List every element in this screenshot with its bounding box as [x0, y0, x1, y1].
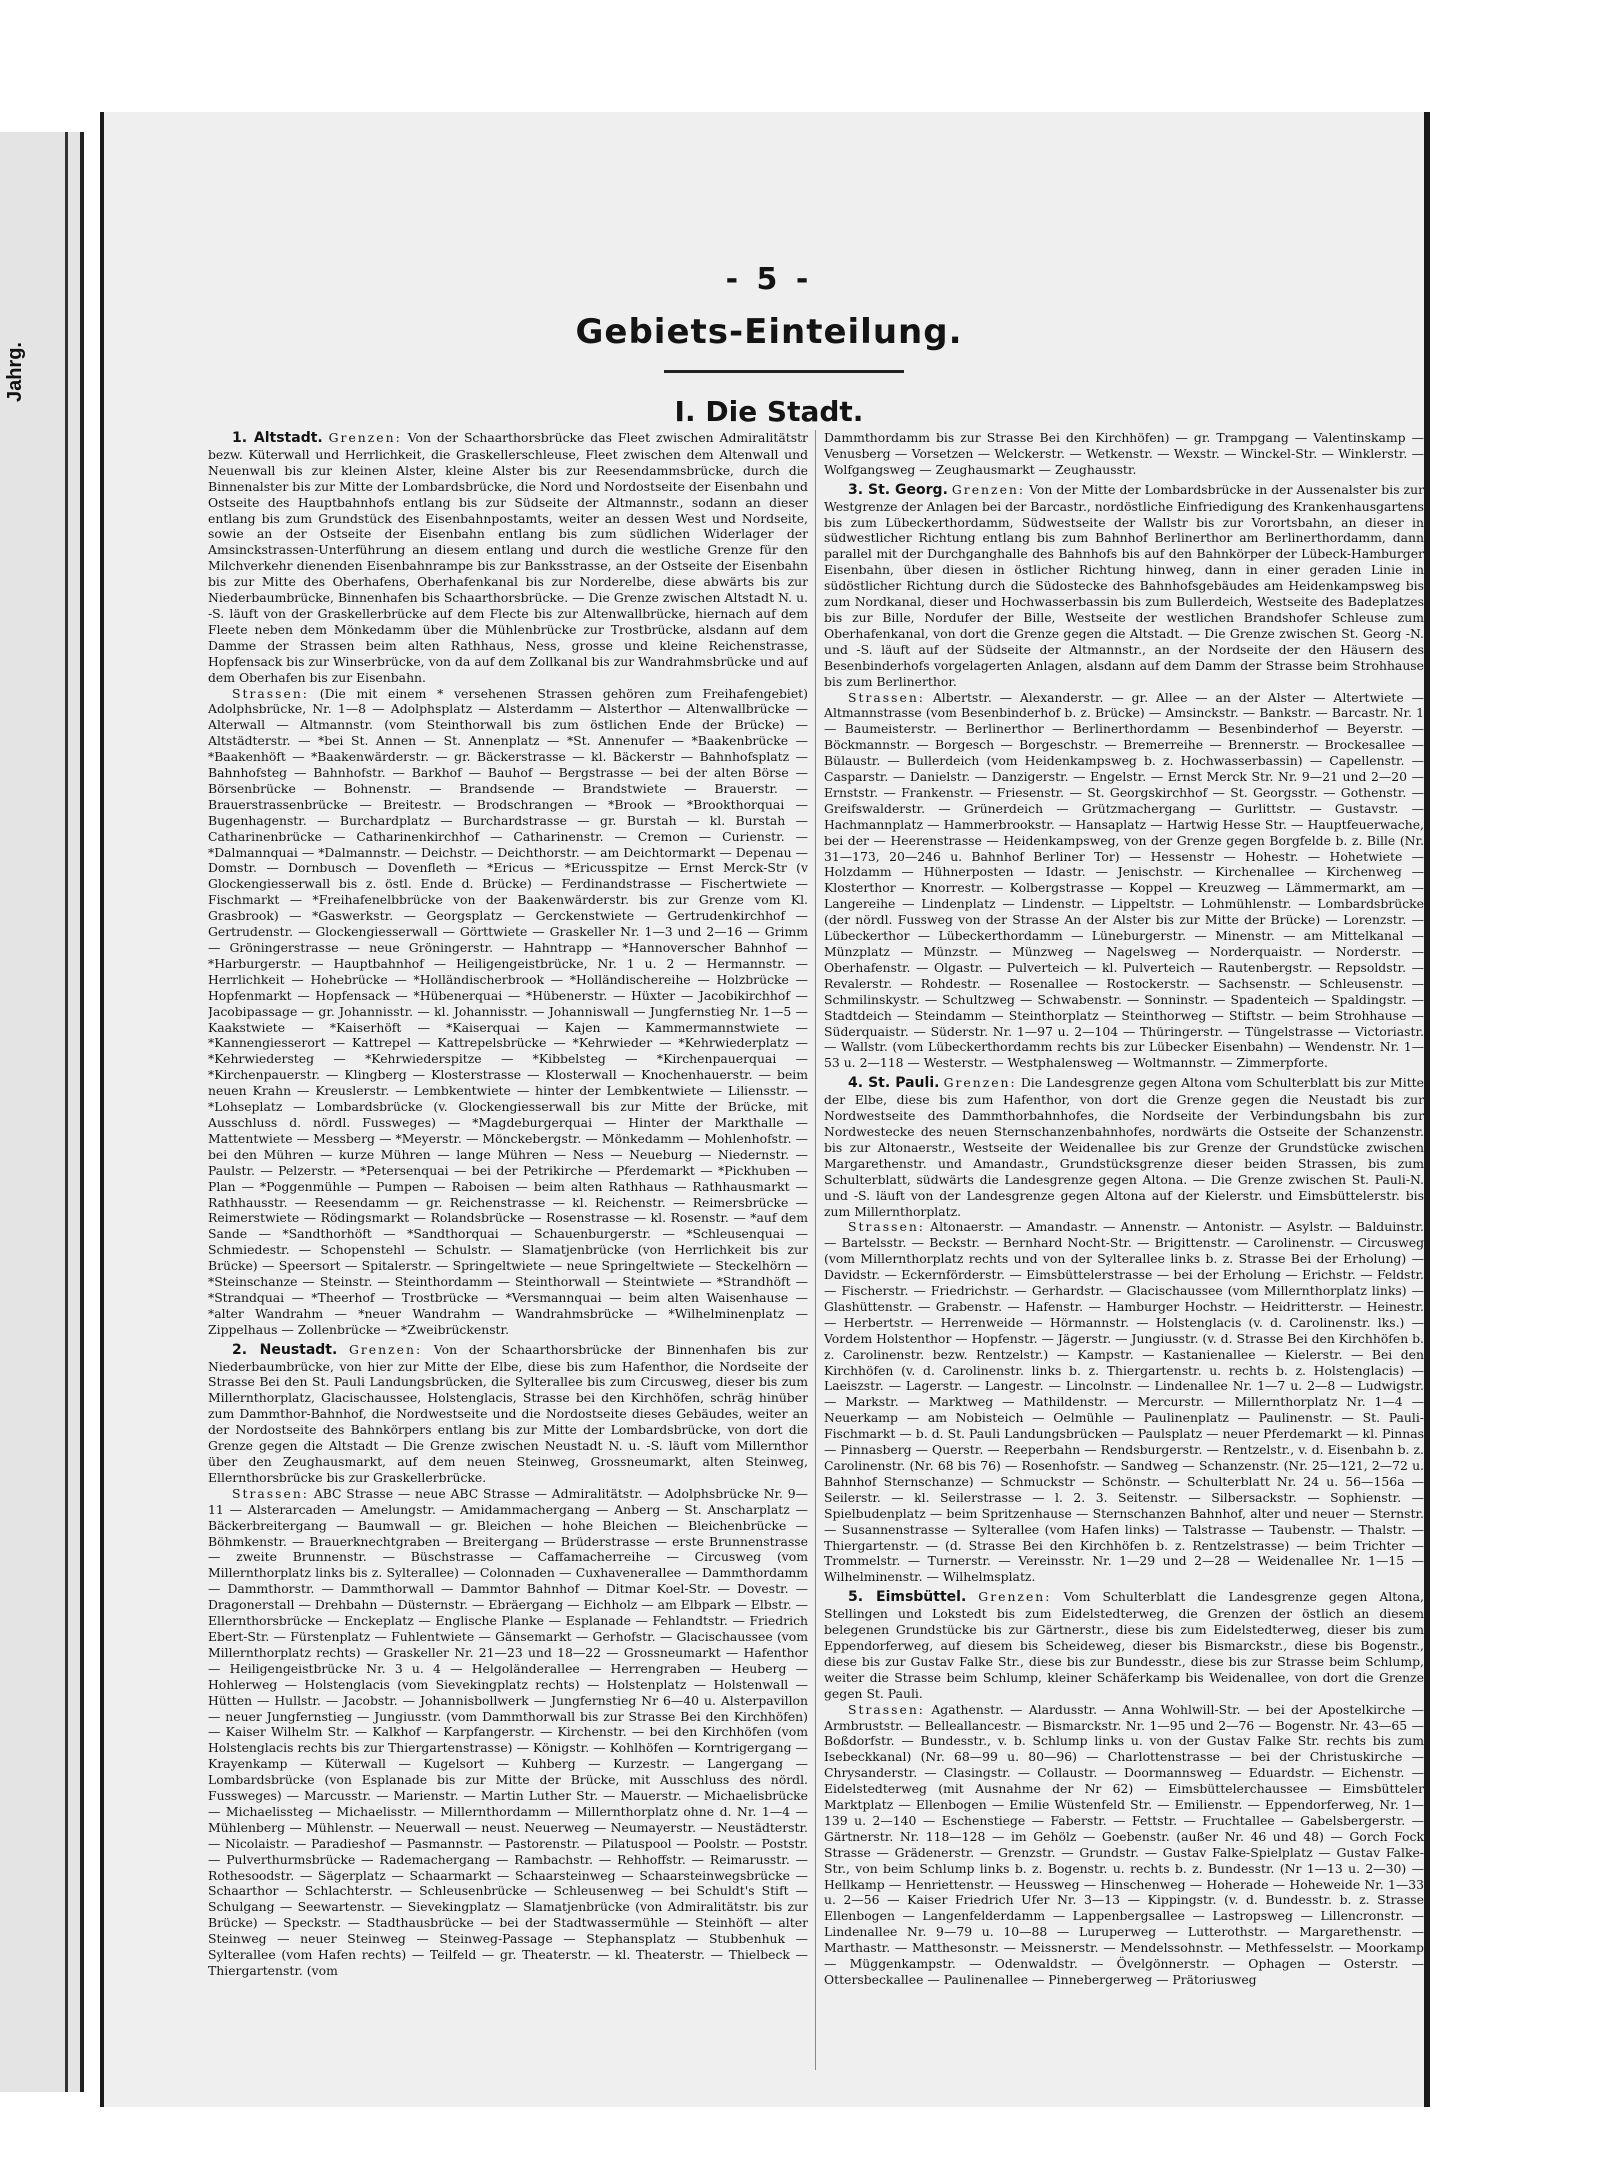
- page-number: - 5 -: [725, 262, 813, 297]
- st-pauli-grenzen-text: Die Landesgrenze gegen Altona vom Schulterblatt bis zur Mitte der Elbe, diese bis zum Hafenthor, von dort die Grenze gegen die Neustadt bis zur Nordwestseite des Dammthorbahnhofes, die Nordseite der Verbindungsbahn bis zur Nordwestecke des neuen Sternschanzenbahnhofes, nordwärts die Ostseite der Schanzenstr. bis zur Altonaerstr., Westseite der Weidenallee bis zur Grenze der Grundstücke zwischen Margarethenstr. und Amandastr., Grundstücksgrenze dieser beiden Strassen, bis zum Schulterblatt, südwärts die Landesgrenze gegen Altona. — Die Grenze zwischen St. Pauli-N. und -S. läuft von der Landesgrenze gegen Altona auf der Kielerstr. und Eimsbüttelerstr. bis zum Millernthorplatz.: [824, 1075, 1424, 1219]
- section-title: I. Die Stadt.: [674, 395, 864, 428]
- st-georg-grenzen-text: Von der Mitte der Lombardsbrücke in der Aussenalster bis zur Westgrenze der Anlagen bei der Barcastr., nordöstliche Einfriedigung des Krankenhausgartens bis zum Lübeckerthordamm, Südwestseite der Wallstr bis zur Vorortsbahn, an dieser in südwestlicher Richtung entlang bis zum Bahnhof Berlinerthor am Berlinerthordamm, dann parallel mit der Durchganghalle des Bahnhofs bis auf den Bahnkörper der Lübeck-Hamburger Eisenbahn, über diesen in östlicher Richtung hinweg, dann in einer geraden Linie in südöstlicher Richtung durch die Südostecke des Bahnhofsgebäudes am Heidenkampsweg bis zum Nordkanal, dieser und Hochwasserbassin bis zum Bullerdeich, Westseite des Badeplatzes bis zur Bille, Nordufer der Bille, Westseite der westlichen Brandshofer Schleuse zum Oberhafenkanal, von dort die Grenze gegen die Altstadt. — Die Grenze zwischen St. Georg -N. und -S. läuft auf der Südseite der Altmannstr., an der Nordseite der den Häusern des Besenbinderhofs vorgelagerten Anlagen, alsdann auf dem Damm der Strasse beim Strohhause bis zum Berlinerthor.: [824, 481, 1424, 689]
- eimsbuettel-strassen-text: Agathenstr. — Alardusstr. — Anna Wohlwill-Str. — bei der Apostelkirche — Armbruststr. — Belleallancestr. — Bismarckstr. Nr. 1—95 und 2—76 — Bogenstr. Nr. 43—65 — Boßdorfstr. — Bundesstr., v. b. Schlump links u. von der Gustav Falke Str. rechts bis zum Isebeckkanal) (Nr. 68—99 u. 80—96) — Charlottenstrasse — bei der Christuskirche — Chrysanderstr. — Clasingstr. — Collaustr. — Doormannsweg — Eduardstr. — Eichenstr. — Eidelstedterweg (mit Ausnahme der Nr 62) — Eimsbüttelerchaussee — Eimsbütteler Marktplatz — Ellenbogen — Emilie Wüstenfeld Str. — Emilienstr. — Eppendorferweg, Nr. 1—139 u. 2—140 — Eschenstiege — Faberstr. — Fettstr. — Fruchtallee — Gabelsbergerstr. — Gärtnerstr. Nr. 118—128 — im Gehölz — Goebenstr. (außer Nr. 46 und 48) — Gorch Fock Strasse — Grädenerstr. — Grenzstr. — Grundstr. — Gustav Falke-Spielplatz — Gustav Falke-Str., von beim Schlump links b. z. Bogenstr. u. rechts b. z. Bundesstr. (Nr 1—13 u. 2—30) — Hellkamp — Henriettenstr. — Heussweg — Hinschenweg — Hoherade — Hoheweide Nr. 1—33 u. 2—56 — Kaiser Friedrich Ufer Nr. 3—13 — Kippingstr. (v. d. Bundesstr. b. z. Strasse Ellenbogen — Langenfelderdamm — Lappenbergsallee — Lastropsweg — Lillencronstr. — Lindenallee Nr. 9—79 u. 10—88 — Luruperweg — Lutterothstr. — Margarethenstr. — Marthastr. — Matthesonstr. — Meissnerstr. — Mendelssohnstr. — Methfesselstr. — Moorkamp — Müggenkampstr. — Odenwaldstr. — Övelgönnerstr. — Ophagen — Osterstr. — Ottersbeckallee — Paulinenallee — Pinnebergerweg — Prätoriusweg: [824, 1701, 1424, 1987]
- neustadt-grenzen-label: Grenzen:: [348, 1341, 423, 1357]
- st-pauli-strassen-label: Strassen:: [848, 1219, 925, 1235]
- st-pauli-strassen-text: Altonaerstr. — Amandastr. — Annenstr. — Antonistr. — Asylstr. — Balduinstr. — Bartelsstr. — Beckstr. — Bernhard Nocht-Str. — Brigittenstr. — Carolinenstr. — Circusweg (vom Millernthorplatz rechts und von der Sylterallee links b. z. Strasse Bei der Erholung) — Davidstr. — Eckernförderstr. — Eimsbüttelerstrasse — bei der Erholung — Erichstr. — Feldstr. — Fischerstr. — Friedrichstr. — Gerhardstr. — Glacischaussee (vom Millernthorplatz links) — Glashüttenstr. — Grabenstr. — Hafenstr. — Hamburger Hochstr. — Heidritterstr. — Heinestr. — Herbertstr. — Herrenweide — Hörmannstr. — Holstenglacis (v. d. Carolinenstr. lks.) — Vordem Holstenthor — Hopfenstr. — Jägerstr. — Jungiusstr. (v. d. Strasse Bei den Kirchhöfen b. z. Carolinenstr. bezw. Rentzelstr.) — Kampstr. — Kastanienallee — Kielerstr. — Bei den Kirchhöfen (v. d. Carolinenstr. links b. z. Thiergartenstr. u. rechts b. z. Holstenglacis) — Laeiszstr. — Lagerstr. — Langestr. — Lincolnstr. — Lindenallee Nr. 1—7 u. 2—8 — Ludwigstr. — Markstr. — Marktweg — Mathildenstr. — Mercurstr. — Millernthorplatz Nr. 1—4 — Neuerkamp — am Nobisteich — Oelmühle — Paulinenplatz — Paulinenstr. — St. Pauli-Fischmarkt — b. d. St. Pauli Landungsbrücken — Paulsplatz — neuer Pferdemarkt — kl. Pinnas — Pinnasberg — Querstr. — Reeperbahn — Rendsburgerstr. — Rentzelstr., v. d. Eisenbahn b. z. Carolinenstr. (Nr. 68 bis 76) — Rosenhofstr. — Sandweg — Schanzenstr. (Nr. 25—121, 2—72 u. Bahnhof Sternschanze) — Schmuckstr — Schönstr. — Schulterblatt Nr. 24 u. 56—156a — Seilerstr. — kl. Seilerstrasse — l. 2. 3. Seitenstr. — Silbersackstr. — Sophienstr. — Spielbudenplatz — beim Spritzenhause — Sternschanzen Bahnhof, alter und neuer — Sternstr. — Susannenstrasse — Sylterallee (vom Hafen links) — Talstrasse — Taubenstr. — Thalstr. — Thiergartenstr. — (d. Strasse Bei den Kirchhöfen b. z. Rentzelstrasse) — beim Trichter — Trommelstr. — Turnerstr. — Vereinsstr. Nr. 1—29 und 2—28 — Weidenallee Nr. 1—15 — Wilhelminenstr. — Wilhelmsplatz.: [824, 1219, 1424, 1585]
- book-spine: [65, 132, 68, 2092]
- eimsbuettel-grenzen-label: Grenzen:: [978, 1589, 1052, 1605]
- st-pauli-heading: 4. St. Pauli.: [848, 1075, 940, 1092]
- eimsbuettel-grenzen: [824, 1589, 1424, 1701]
- neustadt-strassen: [208, 1486, 808, 1979]
- adjacent-page-edge: [0, 132, 84, 2092]
- altstadt-strassen-text: (Die mit einem * versehenen Strassen gehören zum Freihafengebiet) Adolphsbrücke, Nr. 1—8 — Adolphsplatz — Alsterdamm — Alsterthor — Altenwallbrücke — Alterwall — Altmannstr. (vom Steinthorwall bis zum östlichen Ende der Brücke) — Altstädterstr. — *bei St. Annen — St. Annenplatz — *St. Annenufer — *Baakenbrücke — *Baakenhöft — *Baakenwärderstr. — gr. Bäckerstrasse — kl. Bäckerstr — Bahnhofsplatz — Bahnhofsteg — Bahnhofstr. — Barkhof — Bauhof — Bergstrasse — bei der alten Börse — Börsenbrücke — Bohnenstr. — Brandsende — Brandstwiete — Brauerstr. — Brauerstrassenbrücke — Breitestr. — Brodschrangen — *Brook — *Brookthorquai — Bugenhagenstr. — Burchardplatz — Burchardstrasse — gr. Burstah — kl. Burstah — Catharinenbrücke — Catharinenkirchhof — Catharinenstr. — Cremon — Curienstr. — *Dalmannquai — *Dalmannstr. — Deichstr. — Deichthorstr. — am Deichtormarkt — Depenau — Domstr. — Dornbusch — Dovenfleth — *Ericus — *Ericusspitze — Ernst Merck-Str (v Glockengiesserwall bis z. östl. Ende d. Brücke) — Ferdinandstrasse — Fischertwiete — Fischmarkt — *Freihafenelbbrücke von der Baakenwärderstr. bis zur Grenze vom Kl. Grasbrook) — *Gaswerkstr. — Georgsplatz — Gerckenstwiete — Gertrudenkirchhof — Gertrudenstr. — Glockengiesserwall — Görttwiete — Graskeller Nr. 1—3 und 2—16 — Grimm — Gröningerstrasse — neue Gröningerstr. — Hahntrapp — *Hannoverscher Bahnhof — *Harburgerstr. — Hauptbahnhof — Heiligengeistbrücke, Nr. 1 u. 2 — Hermannstr. — Herrlichkeit — Hohebrücke — *Holländischerbrook — *Holländischereihe — Holzbrücke — Hopfenmarkt — Hopfensack — *Hübenerquai — *Hübenerstr. — Hüxter — Jacobikirchhof — Jacobipassage — gr. Johannisstr. — kl. Johannisstr. — Johanniswall — Jungfernstieg Nr. 1—5 — Kaakstwiete — *Kaiserhöft — *Kaiserquai — Kajen — Kammermannstwiete — *Kannengiesserort — Kattrepel — Kattrepelsbrücke — *Kehrwieder — *Kehrwiederplatz — *Kehrwiedersteg — *Kehrwiederspitze — *Kibbelsteg — *Kirchenpauerquai — *Kirchenpauerstr. — Klingberg — Klosterstrasse — Klosterwall — Knochenhauerstr. — beim neuen Krahn — Kreuslerstr. — Lembkentwiete — hinter der Lembkentwiete — Liliensstr. — *Lohseplatz — Lombardsbrücke (v. Glockengiesserwall bis zur Mitte der Brücke, mit Ausschluss d. nördl. Fussweges) — *Magdeburgerquai — Hinter der Markthalle — Mattentwiete — Messberg — *Meyerstr. — Mönckebergstr. — Mönkedamm — Mohlenhofstr. — bei den Mühren — kurze Mühren — lange Mühren — Ness — Neueburg — Niedernstr. — Paulstr. — Pelzerstr. — *Petersenquai — bei der Petrikirche — Pferdemarkt — *Pickhuben — Plan — *Poggenmühle — Pumpen — Raboisen — beim alten Rathhaus — Rathhausmarkt — Rathhausstr. — Reesendamm — gr. Reichenstrasse — kl. Reichenstr. — Reimersbrücke — Reimerstwiete — Rödingsmarkt — Rolandsbrücke — Rosenstrasse — kl. Rosenstr. — *auf dem Sande — *Sandthorhöft — *Sandthorquai — Schauenburgerstr. — *Schleusenquai — Schmiedestr. — Schopenstehl — Schulstr. — Slamatjenbrücke (von Herrlichkeit bis zur Brücke) — Speersort — Spitalerstr. — Springeltwiete — neue Springeltwiete — Steckelhörn — *Steinschanze — Steinstr. — Steinthordamm — Steinthorwall — Steintwiete — *Strandhöft — *Strandquai — *Theerhof — Trostbrücke — *Versmannquai — beim alten Waisenhause — *alter Wandrahm — *neuer Wandrahm — Wandrahmsbrücke — *Wilhelminenplatz — Zippelhaus — Zollenbrücke — *Zweibrückenstr.: [208, 685, 808, 1337]
- eimsbuettel-grenzen-text: Vom Schulterblatt die Landesgrenze gegen Altona, Stellingen und Lokstedt bis zum Eidelstedterweg, die Grenzen der östlich an diesem belegenen Grundstücke bis zur Gärtnerstr., diese bis zum Eidelstedterweg, dieser bis zum Eppendorferweg, auf diesem bis Scheideweg, dieser bis Bismarckstr., diese bis Bogenstr., diese bis zur Gustav Falke Str., diese bis zur Bundesstr., diese bis zur Strasse beim Schlump, weiter die Strasse beim Schlump, kleiner Schäferkamp bis Weidenallee, von dort die Grenze gegen St. Pauli.: [824, 1589, 1424, 1701]
- eimsbuettel-strassen-label: Strassen:: [848, 1701, 925, 1717]
- neustadt-strassen-text: ABC Strasse — neue ABC Strasse — Admiralitätstr. — Adolphsbrücke Nr. 9—11 — Alsterarcaden — Amelungstr. — Amidammachergang — Anberg — St. Anscharplatz — Bäckerbreitergang — Baumwall — gr. Bleichen — hohe Bleichen — Bleichenbrücke — Böhmkenstr. — Brauerknechtgraben — Breitergang — Brüderstrasse — erste Brunnenstrasse — zweite Brunnenstr. — Büschstrasse — Caffamacherreihe — Circusweg (vom Millernthorplatz links bis z. Sylterallee) — Colonnaden — Cuxhavenerallee — Dammthordamm — Dammthorstr. — Dammthorwall — Dammtor Bahnhof — Ditmar Koel-Str. — Dovestr. — Dragonerstall — Drehbahn — Düsternstr. — Ebräergang — Eichholz — am Elbpark — Elbstr. — Ellernthorsbrücke — Enckeplatz — Englische Planke — Esplanade — Fehlandtstr. — Friedrich Ebert-Str. — Fürstenplatz — Fuhlentwiete — Gänsemarkt — Gerhofstr. — Glacischaussee (vom Millernthorplatz rechts) — Graskeller Nr. 21—23 und 18—22 — Grossneumarkt — Hafenthor — Heiligengeistbrücke Nr. 3 u. 4 — Helgoländerallee — Herrengraben — Heuberg — Hohlerweg — Holstenglacis (vom Sievekingplatz rechts) — Holstenplatz — Holstenwall — Hütten — Hullstr. — Jacobstr. — Johannisbollwerk — Jungfernstieg Nr 6—40 u. Alsterpavillon — neuer Jungfernstieg — Jungiusstr. (vom Dammthorwall bis zur Strasse Bei den Kirchhöfen) — Kaiser Wilhelm Str. — Kalkhof — Karpfangerstr. — Kirchenstr. — bei den Kirchhöfen (vom Holstenglacis rechts bis zur Thiergartenstrasse) — Königstr. — Kohlhöfen — Korntrigergang — Krayenkamp — Küterwall — Kugelsort — Kuhberg — Kurzestr. — Langergang — Lombardsbrücke (von Esplanade bis zur Mitte der Brücke, mit Ausschluss des nördl. Fussweges) — Marcusstr. — Marienstr. — Martin Luther Str. — Mauerstr. — Michaelisbrücke — Michaelissteg — Michaelisstr. — Millernthordamm — Millernthorplatz ohne d. Nr. 1—4 — Mühlenberg — Mühlenstr. — Neuerwall — neust. Neuerweg — Neumayerstr. — Neustädterstr. — Nicolaistr. — Paradieshof — Pasmannstr. — Pastorenstr. — Pilatuspool — Poolstr. — Poststr. — Pulverthurmsbrücke — Rademachergang — Rambachstr. — Rehhoffstr. — Reimarusstr. — Rothesoodstr. — Sägerplatz — Schaarmarkt — Schaarsteinweg — Schaarsteinwegsbrücke — Schaarthor — Schlachterstr. — Schleusenbrücke — Schleusenweg — bei Schuldt's Stift — Schulgang — Seewartenstr. — Sievekingplatz — Slamatjenbrücke (von Admiralitätstr. bis zur Brücke) — Speckstr. — Stadthausbrücke — bei der Stadtwassermühle — Steinhöft — alter Steinweg — neuer Steinweg — Steinweg-Passage — Stephansplatz — Stubbenhuk — Sylterallee (vom Hafen rechts) — Teilfeld — gr. Theaterstr. — kl. Theaterstr. — Thielbeck — Thiergartenstr. (vom: [208, 1485, 808, 1978]
- st-georg-strassen-text: Albertstr. — Alexanderstr. — gr. Allee — an der Alster — Altertwiete — Altmannstrasse (vom Besenbinderhof b. z. Brücke) — Amsinckstr. — Bankstr. — Barcastr. Nr. 1 — Baumeisterstr. — Berlinerthor — Berlinerthordamm — Besenbinderhof — Beyerstr. — Böckmannstr. — Borgesch — Borgeschstr. — Bremerreihe — Brennerstr. — Brockesallee — Bülaustr. — Bullerdeich (vom Heidenkampsweg b. z. Hochwasserbassin) — Capellenstr. — Casparstr. — Danielstr. — Danzigerstr. — Engelstr. — Ernst Merck Str. Nr. 9—21 und 2—20 — Ernststr. — Frankenstr. — Friesenstr. — St. Georgskirchhof — St. Georgsstr. — Gothenstr. — Greifswalderstr. — Grünerdeich — Grützmachergang — Gurlittstr. — Gustavstr. — Hachmannplatz — Hammerbrookstr. — Hansaplatz — Hartwig Hesse Str. — Hauptfeuerwache, bei der — Heerenstrasse — Heidenkampsweg, von der Grenze gegen Borgfelde b. z. Bille (Nr. 31—173, 20—246 u. Bahnhof Berliner Tor) — Hessenstr — Hohestr. — Hohetwiete — Holzdamm — Hühnerposten — Idastr. — Jenischstr. — Kirchenallee — Kirchenweg — Klosterthor — Knorrestr. — Kolbergstrasse — Koppel — Kreuzweg — Lämmermarkt, am — Langereihe — Lindenplatz — Lindenstr. — Lippeltstr. — Lohmühlenstr. — Lombardsbrücke (der nördl. Fussweg von der Strasse An der Alster bis zur Mitte der Brücke) — Lorenzstr. — Lübeckerthor — Lübeckerthordamm — Lüneburgerstr. — Minenstr. — am Mittelkanal — Münzplatz — Münzstr. — Münzweg — Nagelsweg — Norderquaistr. — Norderstr. — Oberhafenstr. — Olgastr. — Pulverteich — kl. Pulverteich — Rautenbergstr. — Repsoldstr. — Revalerstr. — Rohdestr. — Rosenallee — Rostockerstr. — Sachsenstr. — Schleusenstr. — Schmilinskystr. — Schultzweg — Schwabenstr. — Sonninstr. — Spadenteich — Spaldingstr. — Stadtdeich — Steindamm — Steinthorplatz — Steinthorweg — Stiftstr. — beim Strohhause — Süderquaistr. — Süderstr. Nr. 1—97 u. 2—104 — Thüringerstr. — Tüngelstrasse — Victoriastr. — Wallstr. (vom Lübeckerthordamm rechts bis zur Lübecker Eisenbahn) — Wendenstr. Nr. 1—53 u. 2—118 — Westerstr. — Westphalensweg — Woltmannstr. — Zimmerpforte.: [824, 689, 1424, 1071]
- neustadt-grenzen-text: Von der Schaarthorsbrücke der Binnenhafen bis zur Niederbaumbrücke, von hier zur Mitte der Elbe, diese bis zum Hafenthor, die Nordseite der Strasse Bei den St. Pauli Landungsbrücken, die Sylterallee bis zum Circusweg, dieser bis zum Millernthorplatz, Glacischaussee, Holstenglacis, Strasse bei den Kirchhöfen, schräg hinüber zum Dammthor-Bahnhof, die Nordwestseite und die Nordostseite dieses Gebäudes, weiter an der Nordostseite des Bahnkörpers entlang bis zur Mitte der Lombardsbrücke, von dort die Grenze gegen die Altstadt — Die Grenze zwischen Neustadt N. u. -S. läuft vom Millernthor über den Zeughausmarkt, auf dem neuen Steinweg, Grossneumarkt, alten Steinweg, Ellernthorsbrücke bis zur Graskellerbrücke.: [208, 1341, 808, 1485]
- neustadt-strassen-continued: Dammthordamm bis zur Strasse Bei den Kirchhöfen) — gr. Trampgang — Valentinskamp — Venusberg — Vorsetzen — Welckerstr. — Wetkenstr. — Wexstr. — Winckel-Str. — Winklerstr. — Wolfgangsweg — Zeughausmarkt — Zeughausstr.: [824, 430, 1424, 477]
- altstadt-grenzen-text: Von der Schaarthorsbrücke das Fleet zwischen Admiralitätstr bezw. Küterwall und Herrlichkeit, die Graskellerschleuse, Fleet zwischen dem Altenwall und Neuenwall bis zur kleinen Alster, kleine Alster bis zur Reesendammsbrücke, durch die Binnenalster bis zur Mitte der Lombardsbrücke, die Nord und Nordostseite der Eisenbahn und Ostseite des Hauptbahnhofs entlang bis zur Südseite der Altmannstr., sodann an dieser entlang bis zum Grundstück des Eisenbahnpostamts, weiter an dessen West und Nordseite, sowie an der Ostseite der Eisenbahn entlang bis zum südlichen Widerlager der Amsinckstrassen-Unterführung an diesem entlang und durch die westliche Grenze für den Milchverkehr dienenden Eisenbahnrampe bis zur Banksstrasse, an der Ostseite der Eisenbahn bis zur Mitte des Oberhafens, Oberhafenkanal bis zur Norderelbe, diese abwärts bis zur Niederbaumbrücke, Binnenhafen bis Schaarthorsbrücke. — Die Grenze zwischen Altstadt N. u. -S. läuft von der Graskellerbrücke auf dem Flecte bis zur Altenwallbrücke, hiernach auf dem Fleete neben dem Mönkedamm über die Mühlenbrücke zur Trostbrücke, alsdann auf dem Damme der Strassen beim alten Rathhaus, Ness, grosse und kleine Reichenstrasse, Hopfensack bis zur Winserbrücke, von da auf dem Zollkanal bis zur Wandrahmsbrücke und auf dem Oberhafen bis zur Eisenbahn.: [208, 430, 808, 685]
- page-title: Gebiets-Einteilung.: [575, 312, 963, 352]
- st-pauli-grenzen: [824, 1075, 1424, 1219]
- altstadt-heading: 1. Altstadt.: [232, 430, 323, 446]
- st-pauli-strassen: [824, 1219, 1424, 1585]
- left-column: [208, 430, 808, 2070]
- st-georg-grenzen-label: Grenzen:: [951, 481, 1026, 497]
- neustadt-heading: 2. Neustadt.: [232, 1341, 338, 1358]
- document-page: [100, 112, 1430, 2107]
- adjacent-page-label: Jahrg.: [4, 342, 26, 403]
- st-georg-strassen: [824, 690, 1424, 1072]
- altstadt-strassen-label: Strassen:: [232, 685, 309, 701]
- altstadt-grenzen: [208, 430, 808, 686]
- st-georg-heading: 3. St. Georg.: [848, 481, 948, 498]
- st-pauli-grenzen-label: Grenzen:: [943, 1075, 1017, 1091]
- neustadt-strassen-label: Strassen:: [232, 1485, 309, 1501]
- altstadt-grenzen-label: Grenzen:: [328, 430, 402, 445]
- column-divider: [815, 430, 816, 2070]
- st-georg-grenzen: [824, 482, 1424, 690]
- altstadt-strassen: [208, 686, 808, 1338]
- st-georg-strassen-label: Strassen:: [848, 689, 925, 705]
- neustadt-grenzen: [208, 1342, 808, 1486]
- eimsbuettel-strassen: [824, 1702, 1424, 1988]
- title-rule: [664, 370, 904, 373]
- eimsbuettel-heading: 5. Eimsbüttel.: [848, 1589, 967, 1606]
- right-column: [824, 430, 1424, 2070]
